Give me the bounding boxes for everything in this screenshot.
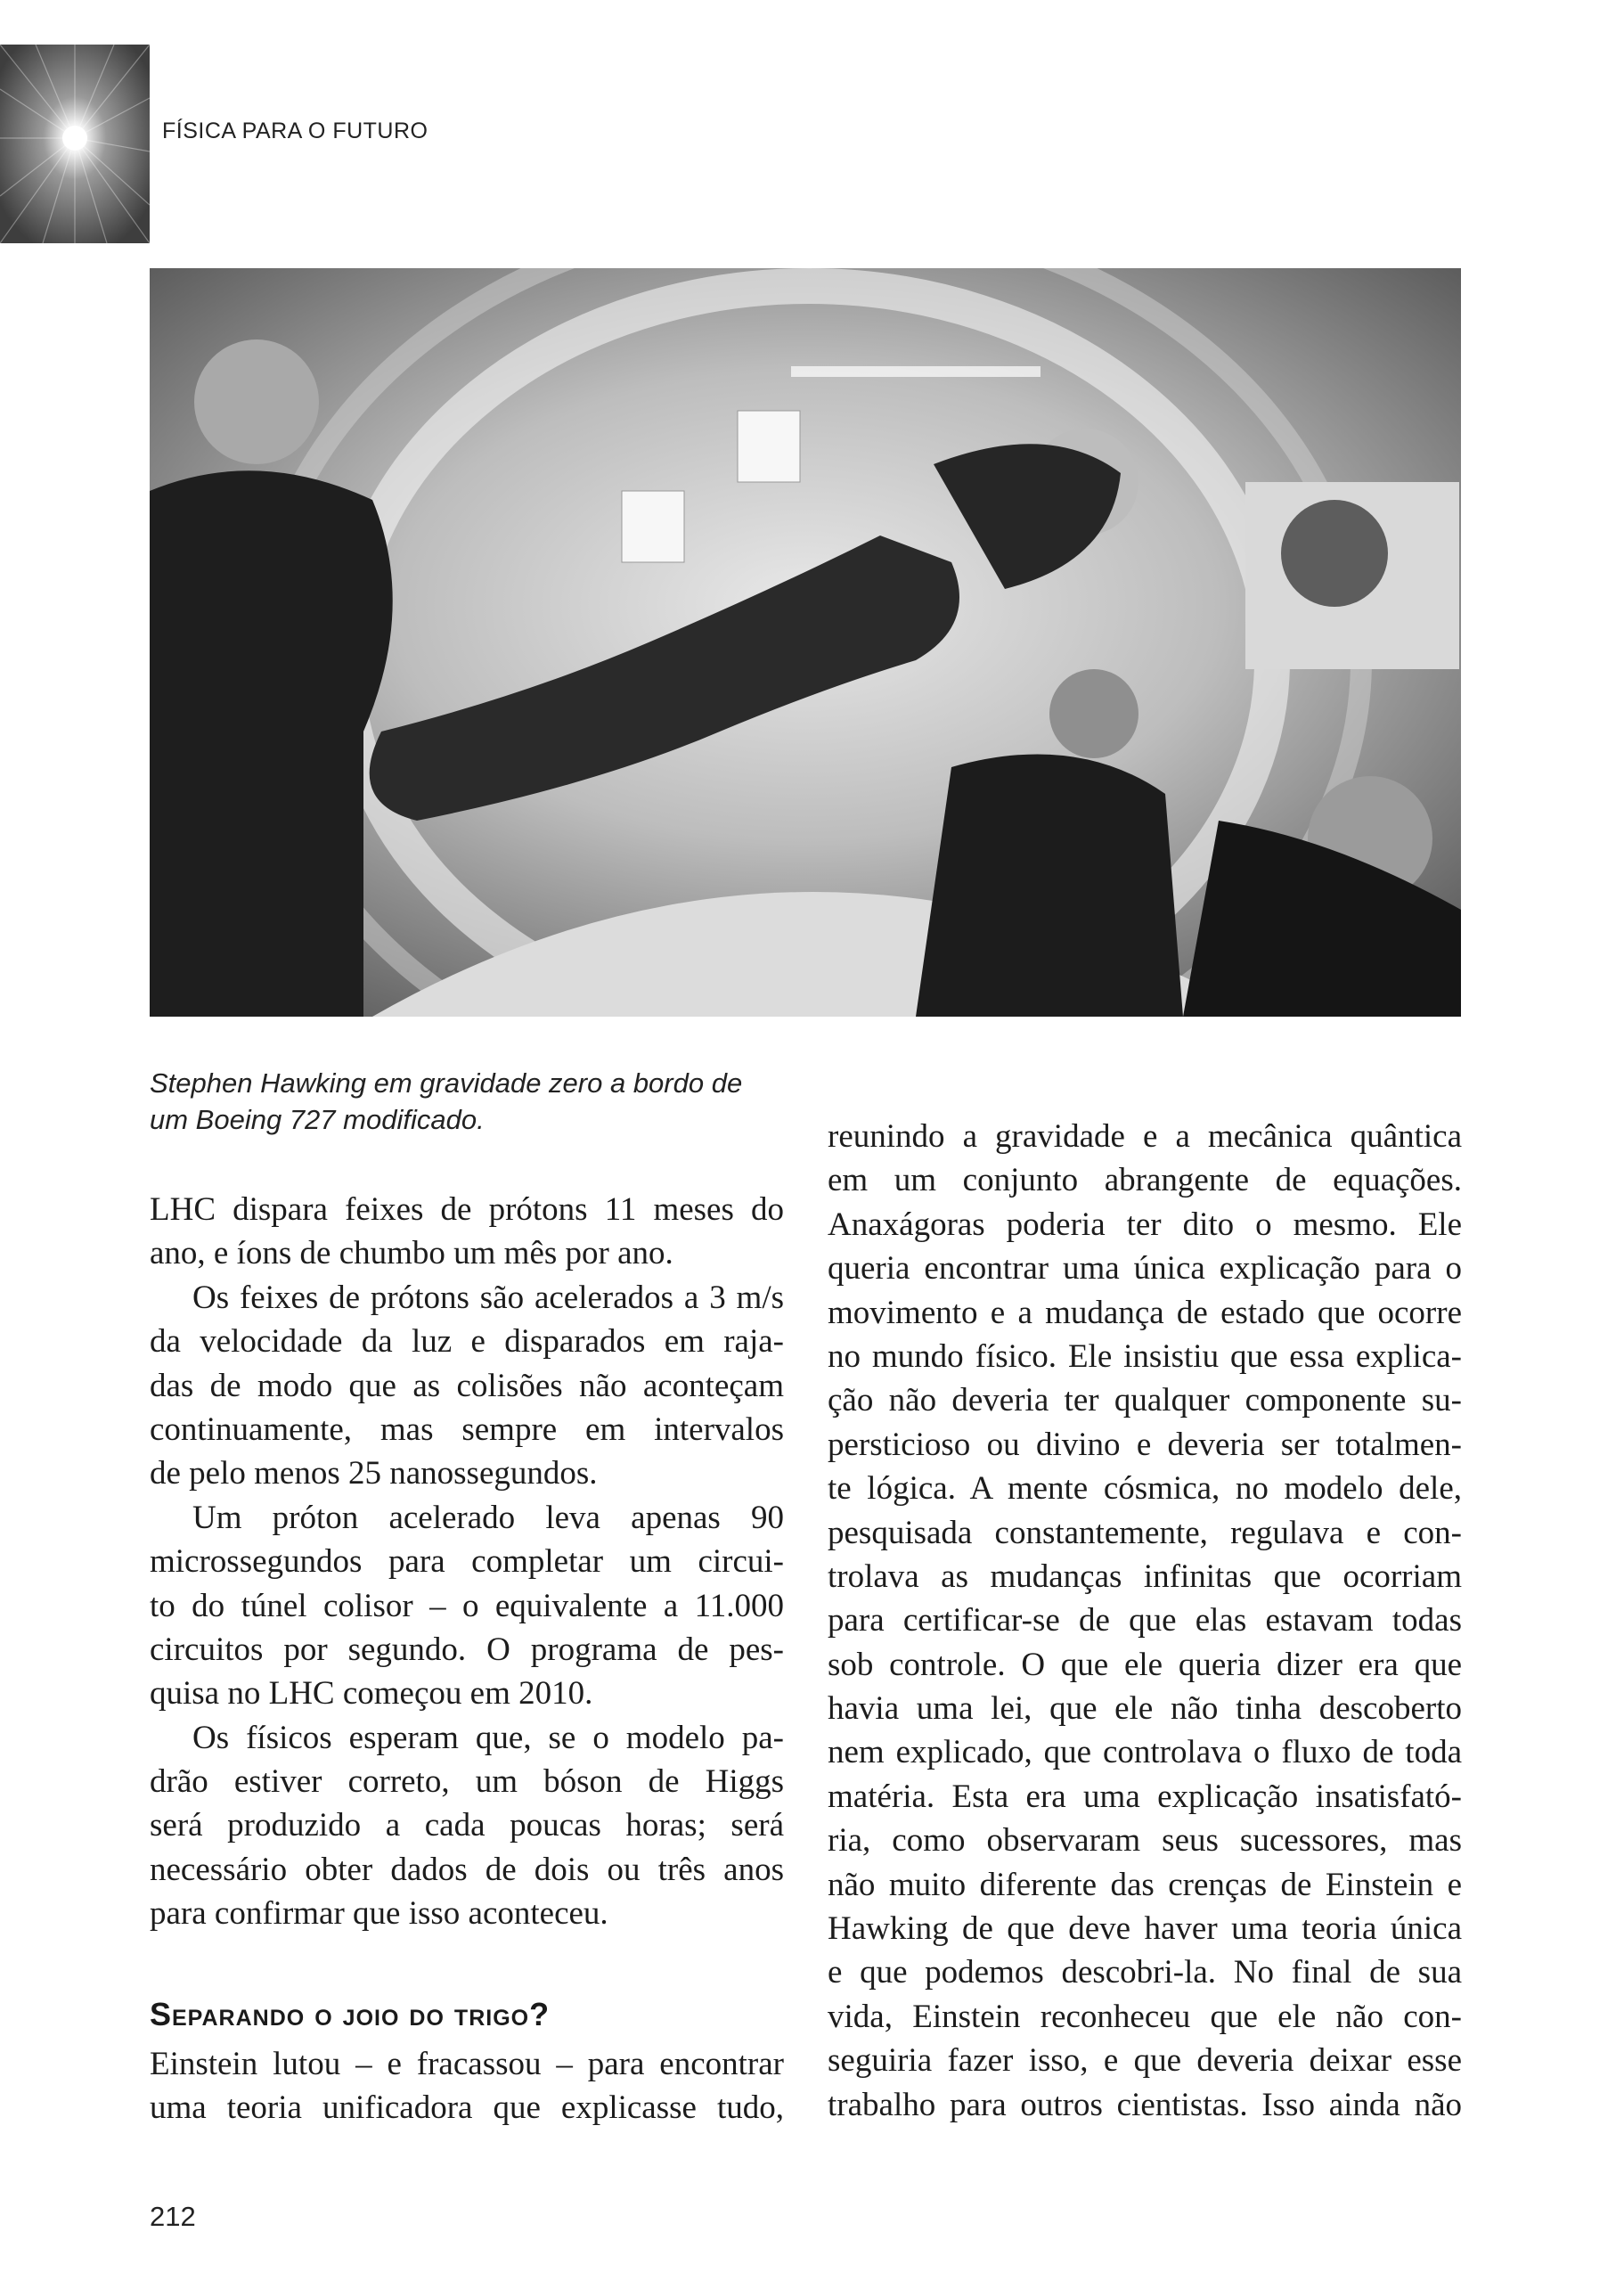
text-line: movimento e a mudança de estado que ocorre xyxy=(828,1294,1462,1331)
text-line: em um conjunto abrangente de equações. xyxy=(828,1162,1462,1199)
text-line: queria encontrar uma única explicação para o xyxy=(828,1250,1462,1288)
text-line: to do túnel colisor – o equivalente a 11.000 xyxy=(150,1587,784,1624)
photo-caption xyxy=(150,1065,809,1138)
text-line: trabalho para outros cientistas. Isso ainda não xyxy=(828,2086,1462,2123)
text-line: e que podemos descobri-la. No final de sua xyxy=(828,1954,1462,1991)
caption-line: um Boeing 727 modificado. xyxy=(150,1104,485,1135)
text-line: circuitos por segundo. O programa de pes- xyxy=(150,1631,784,1668)
text-line: Os feixes de prótons são acelerados a 3 m/s xyxy=(192,1279,784,1316)
text-line: necessário obter dados de dois ou três anos xyxy=(150,1851,784,1888)
photo xyxy=(150,268,1461,1017)
text-line: uma teoria unificadora que explicasse tudo, xyxy=(150,2089,784,2127)
text-line: matéria. Esta era uma explicação insatisfató- xyxy=(828,1778,1462,1815)
text-line: microssegundos para completar um circui- xyxy=(150,1543,784,1581)
text-line: Os físicos esperam que, se o modelo pa- xyxy=(192,1719,784,1756)
text-line: drão estiver correto, um bóson de Higgs xyxy=(150,1763,784,1801)
text-line: nem explicado, que controlava o fluxo de toda xyxy=(828,1734,1462,1771)
text-line: te lógica. A mente cósmica, no modelo dele, xyxy=(828,1470,1462,1508)
text-line: LHC dispara feixes de prótons 11 meses do xyxy=(150,1191,784,1228)
text-line: seguiria fazer isso, e que deveria deixar esse xyxy=(828,2042,1462,2080)
text-line: da velocidade da luz e disparados em raja- xyxy=(150,1323,784,1361)
left-column xyxy=(150,1188,784,1936)
text-line: Um próton acelerado leva apenas 90 xyxy=(192,1499,784,1536)
section-heading: Separando o joio do trigo? xyxy=(150,1996,551,2032)
text-line: ria, como observaram seus sucessores, mas xyxy=(828,1822,1462,1860)
text-line: no mundo físico. Ele insistiu que essa explica- xyxy=(828,1337,1462,1375)
text-line: vida, Einstein reconheceu que ele não con- xyxy=(828,1998,1462,2035)
text-line: trolava as mudanças infinitas que ocorriam xyxy=(828,1557,1462,1595)
text-line: pesquisada constantemente, regulava e con- xyxy=(828,1514,1462,1551)
starburst-icon xyxy=(0,45,150,243)
running-head: FÍSICA PARA O FUTURO xyxy=(162,119,428,143)
text-line: quisa no LHC começou em 2010. xyxy=(150,1675,593,1713)
text-line: persticioso ou divino e deveria ser totalmen- xyxy=(828,1426,1462,1463)
text-line: continuamente, mas sempre em intervalos xyxy=(150,1410,784,1448)
text-line: ção não deveria ter qualquer componente su- xyxy=(828,1382,1462,1419)
text-line: será produzido a cada poucas horas; será xyxy=(150,1807,784,1844)
text-line: de pelo menos 25 nanossegundos. xyxy=(150,1455,598,1492)
zero-gravity-photo xyxy=(150,268,1461,1017)
text-line: reunindo a gravidade e a mecânica quântica xyxy=(828,1118,1462,1155)
text-line: não muito diferente das crenças de Einstein e xyxy=(828,1866,1462,1903)
text-line: para confirmar que isso aconteceu. xyxy=(150,1895,608,1933)
text-line: Hawking de que deve haver uma teoria única xyxy=(828,1910,1462,1948)
text-line: ano, e íons de chumbo um mês por ano. xyxy=(150,1235,673,1272)
caption-line: Stephen Hawking em gravidade zero a bordo de xyxy=(150,1067,743,1099)
text-line: sob controle. O que ele queria dizer era que xyxy=(828,1646,1462,1683)
text-line: para certificar-se de que elas estavam todas xyxy=(828,1602,1462,1639)
right-column xyxy=(828,1115,1462,2127)
section-body xyxy=(150,2042,784,2130)
text-line: Anaxágoras poderia ter dito o mesmo. Ele xyxy=(828,1206,1462,1243)
text-line: Einstein lutou – e fracassou – para encontrar xyxy=(150,2046,784,2082)
page-number: 212 xyxy=(150,2201,196,2232)
text-line: das de modo que as colisões não aconteçam xyxy=(150,1367,784,1404)
header-ornament xyxy=(0,45,150,243)
text-line: havia uma lei, que ele não tinha descoberto xyxy=(828,1690,1462,1728)
